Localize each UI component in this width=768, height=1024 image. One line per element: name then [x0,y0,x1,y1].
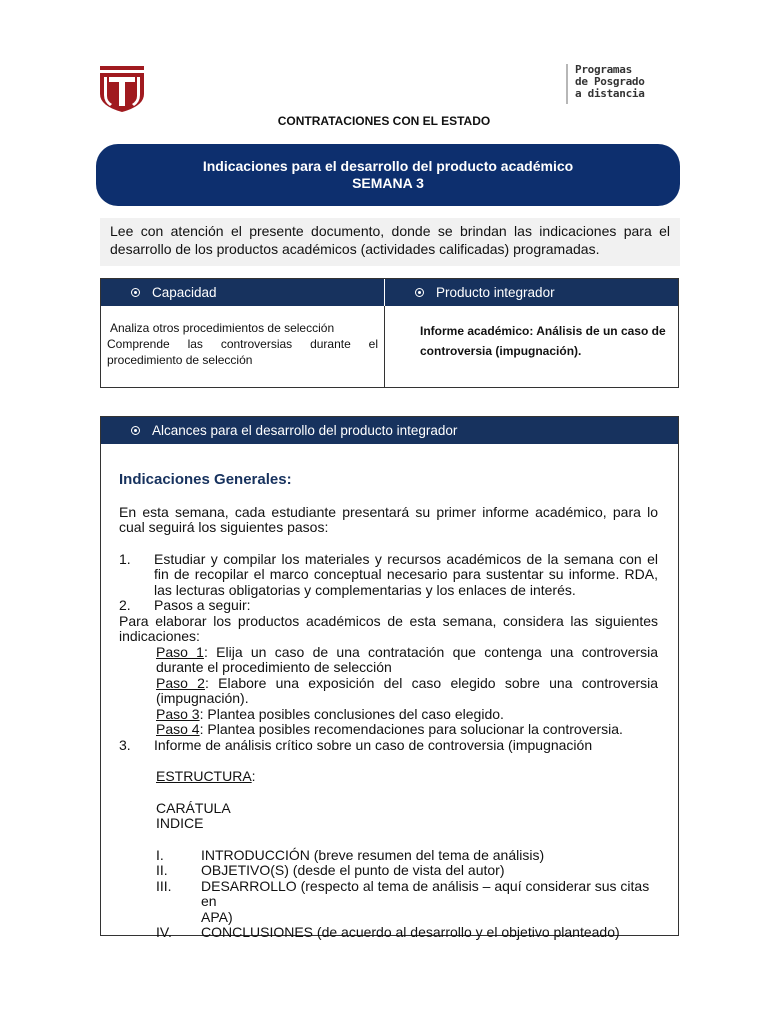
paso-label: Paso 2 [156,674,205,691]
banner-title: Indicaciones para el desarrollo del producto académico [202,158,574,174]
step-number: 2. [119,597,131,613]
capacity-table [100,278,679,388]
paso-item [156,645,658,676]
paso-text: : Plantea posibles recomendaciones para solucionar la controversia. [199,721,623,737]
caratula: CARÁTULA [156,799,231,816]
posgrado-logo [566,64,645,104]
step-2-text: Para elaborar los productos académicos de esta semana, considera las siguientes indicaciones: [119,612,658,644]
paso-label: Paso 4 [156,721,200,737]
section-item: III. DESARROLLO (respecto al tema de análisis – aquí considerar sus citas en [156,877,650,909]
radio-bullet-icon [415,288,424,297]
step-number: 1. [119,550,131,567]
step-1 [119,552,658,599]
section-item: II. OBJETIVO(S) (desde el punto de vista del autor) [156,862,505,878]
capacity-line: procedimiento de selección [107,353,253,367]
step-number: 3. [119,736,131,753]
scope-section [100,416,679,940]
scope-body [101,472,678,941]
radio-bullet-icon [131,288,140,297]
step-2 [119,598,658,614]
structure-title: ESTRUCTURA: [156,768,256,784]
logo-line-1: Programas [575,63,632,76]
scope-intro: En esta semana, cada estudiante presentará su primer informe académico, para lo cual seguirá los siguientes pasos: [119,503,658,535]
indice: INDICE [156,815,204,831]
logo-divider [566,64,568,104]
capacity-line: Analiza otros procedimientos de selección [110,321,335,335]
title-banner [96,144,680,206]
step-text: Pasos a seguir: [154,597,251,613]
banner-week: SEMANA 3 [352,175,424,191]
step-3 [119,738,658,754]
intro-note: Lee con atención el presente documento, donde se brindan las indicaciones para el desarrollo de los productos académicos (actividades calificadas) programadas. [100,218,680,266]
paso-label: Paso 1 [156,643,204,660]
logo-line-3: a distancia [575,87,645,100]
scope-header-label: Alcances para el desarrollo del producto integrador [152,423,458,438]
section-item: APA) [201,908,233,925]
section-item: IV. CONCLUSIONES (de acuerdo al desarrollo y el objetivo planteado) [156,924,620,940]
general-indications-title: Indicaciones Generales: [119,471,292,488]
capacity-cell [101,306,385,387]
step-text: Estudiar y compilar los materiales y recursos académicos de la semana con el fin de recopilar el marco conceptual necesario para sustentar su informe. RDA, las lecturas obligatorias y complementarias y los enlaces de interés. [154,550,658,598]
paso-label: Paso 3 [156,705,200,722]
paso-item [156,722,658,738]
product-header-cell [385,279,678,306]
paso-text: : Elabore una exposición del caso elegido sobre una controversia (impugnación). [156,674,659,706]
product-header-label: Producto integrador [436,285,555,300]
capacity-table-body [101,306,678,387]
logo-line-2: de Posgrado [575,75,645,88]
course-title: CONTRATACIONES CON EL ESTADO [277,114,491,128]
scope-header [101,417,678,444]
radio-bullet-icon [131,426,140,435]
capacity-line: Comprende las controversias durante el [107,337,378,351]
paso-list [119,645,658,738]
product-cell: Informe académico: Análisis de un caso de controversia (impugnación). [420,324,666,358]
university-logo-icon [100,66,144,112]
capacity-header-cell [101,279,385,306]
paso-text: : Elija un caso de una contratación que contenga una controversia durante el procedimiento de selección [156,643,658,675]
structure-block [119,769,658,941]
capacity-header-label: Capacidad [152,285,217,300]
capacity-table-header [101,279,678,306]
paso-text: : Plantea posibles conclusiones del caso elegido. [199,705,504,722]
step-text: Informe de análisis crítico sobre un caso de controversia (impugnación [154,736,593,753]
paso-item [156,707,658,723]
section-item: I. INTRODUCCIÓN (breve resumen del tema de análisis) [156,846,545,863]
paso-item [156,676,658,707]
